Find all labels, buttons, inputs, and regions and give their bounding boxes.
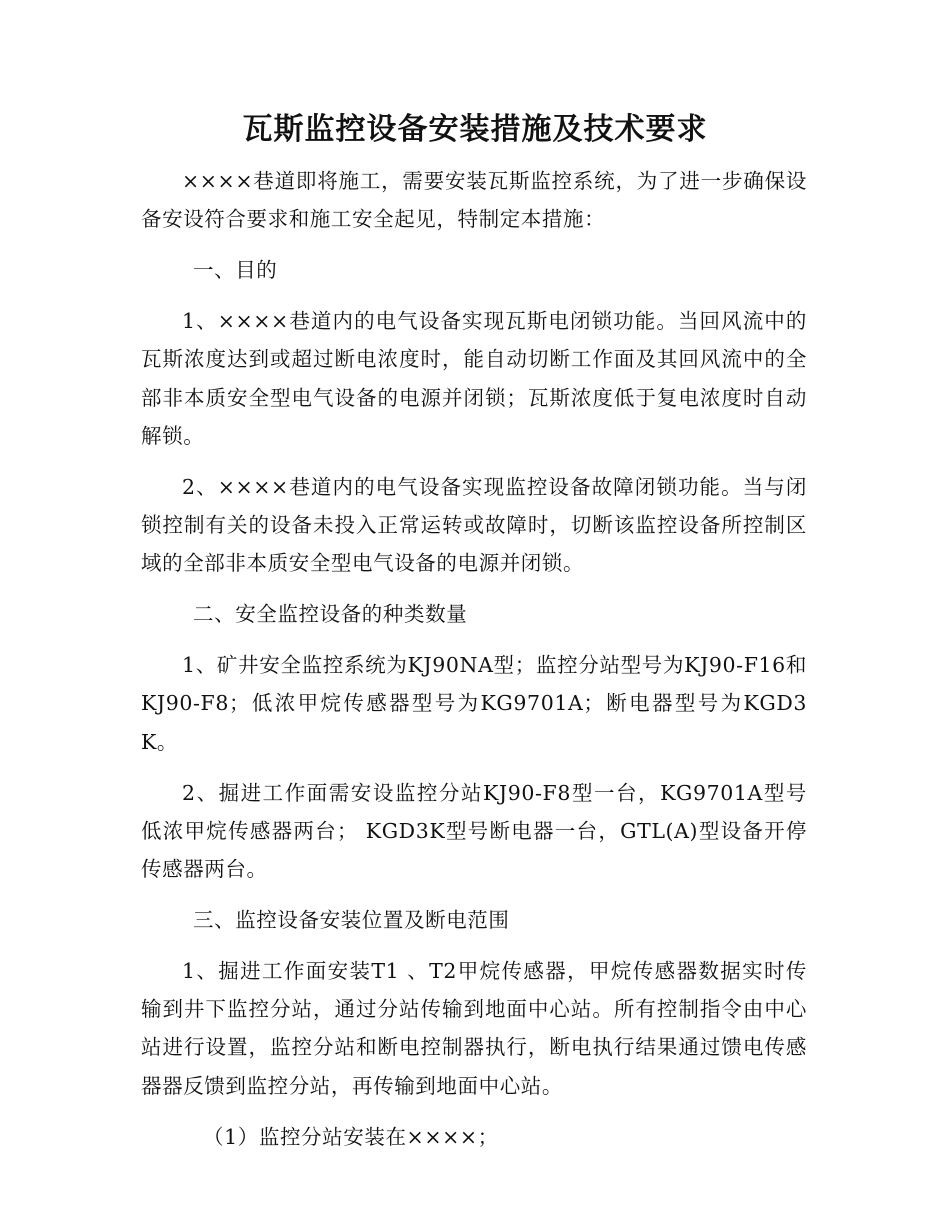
intro-paragraph: ××××巷道即将施工，需要安装瓦斯监控系统，为了进一步确保设备安设符合要求和施工安全起见，特制定本措施： (141, 169, 807, 232)
equipment-item-1: 1、矿井安全监控系统为KJ90NA型；监控分站型号为KJ90-F16和KJ90-F8；低浓甲烷传感器型号为KG9701A；断电器型号为KGD3K。 (141, 653, 807, 754)
section-heading-equipment: 二、安全监控设备的种类数量 (193, 602, 468, 627)
purpose-item-1: 1、××××巷道内的电气设备实现瓦斯电闭锁功能。当回风流中的瓦斯浓度达到或超过断电浓度时，能自动切断工作面及其回风流中的全部非本质安全型电气设备的电源并闭锁；瓦斯浓度低于复电浓度时自动解锁。 (141, 309, 807, 448)
document-body (141, 162, 807, 1156)
purpose-item-2: 2、××××巷道内的电气设备实现监控设备故障闭锁功能。当与闭锁控制有关的设备未投入正常运转或故障时，切断该监控设备所控制区域的全部非本质安全型电气设备的电源并闭锁。 (141, 474, 807, 576)
installation-item-1: 1、掘进工作面安装T1 、T2甲烷传感器，甲烷传感器数据实时传输到井下监控分站，通过分站传输到地面中心站。所有控制指令由中心站进行设置，监控分站和断电控制器执行，断电执行结果通过馈电传感器器反馈到监控分站，再传输到地面中心站。 (141, 959, 807, 1098)
section-heading-purpose: 一、目的 (193, 258, 278, 283)
installation-sub-item-1: （1）监控分站安装在××××； (203, 1124, 499, 1149)
document-title: 瓦斯监控设备安装措施及技术要求 (242, 112, 708, 147)
equipment-item-2: 2、掘进工作面需安设监控分站KJ90-F8型一台，KG9701A型号低浓甲烷传感器两台； KGD3K型号断电器一台，GTL(A)型设备开停传感器两台。 (141, 780, 807, 882)
section-heading-installation: 三、监控设备安装位置及断电范围 (193, 908, 510, 933)
